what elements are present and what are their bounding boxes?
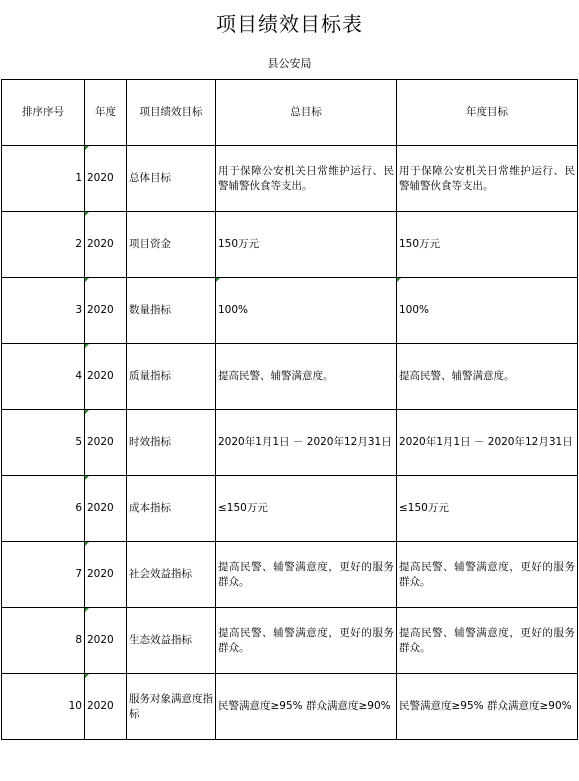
row-annual-goal: 提高民警、辅警满意度，更好的服务群众。 (397, 608, 578, 674)
header-annual-goal: 年度目标 (397, 80, 578, 146)
row-indicator: 数量指标 (127, 278, 216, 344)
row-index: 5 (2, 410, 85, 476)
row-year: 2020 (85, 146, 127, 212)
row-annual-goal: 150万元 (397, 212, 578, 278)
table-row (2, 476, 578, 542)
table-header-row (2, 80, 578, 146)
row-indicator: 成本指标 (127, 476, 216, 542)
row-year: 2020 (85, 476, 127, 542)
table-row (2, 212, 578, 278)
row-indicator: 服务对象满意度指标 (127, 674, 216, 740)
row-indicator: 项目资金 (127, 212, 216, 278)
row-year: 2020 (85, 410, 127, 476)
row-annual-goal: 提高民警、辅警满意度。 (397, 344, 578, 410)
header-year: 年度 (85, 80, 127, 146)
header-indicator: 项目绩效目标 (127, 80, 216, 146)
row-index: 7 (2, 542, 85, 608)
row-year: 2020 (85, 542, 127, 608)
row-indicator: 生态效益指标 (127, 608, 216, 674)
row-annual-goal: 提高民警、辅警满意度，更好的服务群众。 (397, 542, 578, 608)
row-indicator: 社会效益指标 (127, 542, 216, 608)
table-row (2, 674, 578, 740)
row-total-goal: 用于保障公安机关日常维护运行、民警辅警伙食等支出。 (216, 146, 397, 212)
row-index: 4 (2, 344, 85, 410)
row-total-goal: 150万元 (216, 212, 397, 278)
row-index: 8 (2, 608, 85, 674)
table-row (2, 344, 578, 410)
row-indicator: 质量指标 (127, 344, 216, 410)
table-row (2, 608, 578, 674)
row-year: 2020 (85, 212, 127, 278)
row-total-goal: 提高民警、辅警满意度。 (216, 344, 397, 410)
header-index: 排序序号 (2, 80, 85, 146)
performance-goal-table (1, 79, 578, 740)
row-total-goal: 2020年1月1日 － 2020年12月31日 (216, 410, 397, 476)
row-index: 1 (2, 146, 85, 212)
row-year: 2020 (85, 344, 127, 410)
row-index: 10 (2, 674, 85, 740)
row-index: 3 (2, 278, 85, 344)
table-row (2, 542, 578, 608)
department-name: 县公安局 (267, 57, 312, 70)
row-annual-goal: 民警满意度≥95% 群众满意度≥90% (397, 674, 578, 740)
row-total-goal: ≤150万元 (216, 476, 397, 542)
table-row (2, 410, 578, 476)
row-annual-goal: ≤150万元 (397, 476, 578, 542)
row-annual-goal: 2020年1月1日 － 2020年12月31日 (397, 410, 578, 476)
row-year: 2020 (85, 608, 127, 674)
page-title: 项目绩效目标表 (216, 12, 363, 36)
row-total-goal: 提高民警、辅警满意度，更好的服务群众。 (216, 542, 397, 608)
row-index: 6 (2, 476, 85, 542)
row-total-goal: 提高民警、辅警满意度，更好的服务群众。 (216, 608, 397, 674)
row-year: 2020 (85, 278, 127, 344)
table-row (2, 278, 578, 344)
row-index: 2 (2, 212, 85, 278)
row-total-goal: 100% (216, 278, 397, 344)
table-row (2, 146, 578, 212)
row-indicator: 时效指标 (127, 410, 216, 476)
row-annual-goal: 用于保障公安机关日常维护运行、民警辅警伙食等支出。 (397, 146, 578, 212)
row-year: 2020 (85, 674, 127, 740)
row-total-goal: 民警满意度≥95% 群众满意度≥90% (216, 674, 397, 740)
row-annual-goal: 100% (397, 278, 578, 344)
header-total-goal: 总目标 (216, 80, 397, 146)
row-indicator: 总体目标 (127, 146, 216, 212)
